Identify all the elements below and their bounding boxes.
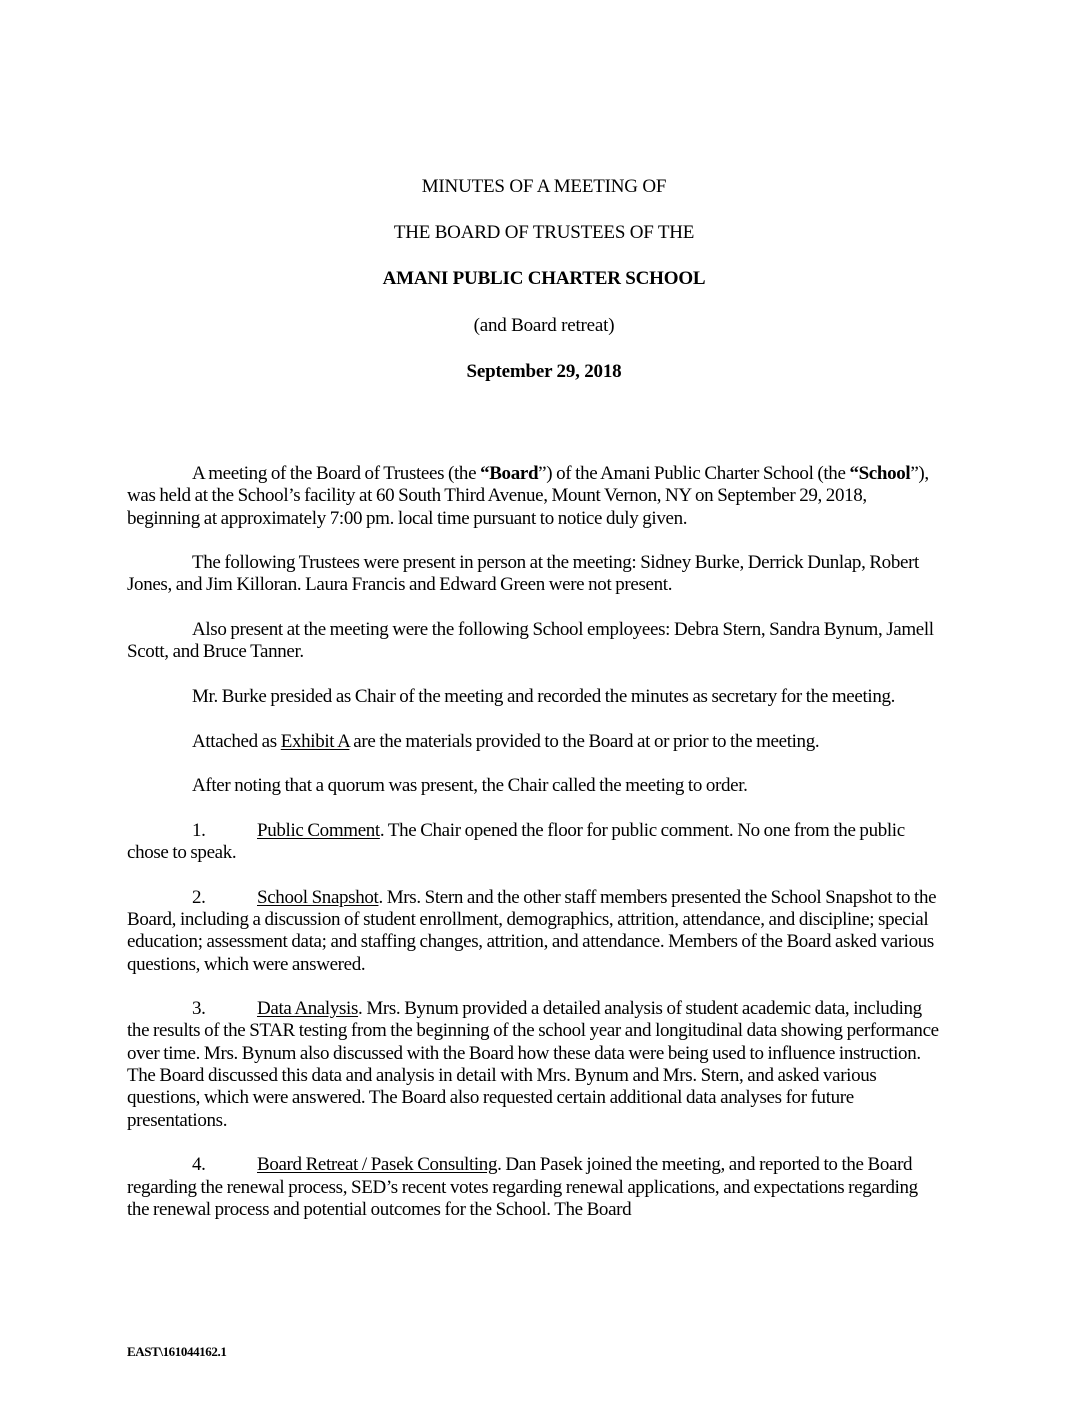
- agenda-item: [127, 887, 943, 976]
- item-number: 4.: [192, 1154, 206, 1176]
- defined-term-school: School: [858, 463, 911, 484]
- item-heading: School Snapshot: [257, 886, 379, 908]
- quorum-text: After noting that a quorum was present, the Chair called the meeting to order.: [192, 775, 748, 797]
- item-number: 1.: [192, 819, 206, 841]
- exhibit-a-reference: Exhibit A: [280, 730, 350, 752]
- trustees-present-paragraph: [127, 552, 943, 597]
- item-text: . Dan Pasek joined the meeting, and reported to the Board regarding the renewal process, SED’s recent votes regarding renewal applications, and expectations regarding the renewal process and potential outcomes for the School. The Board: [127, 1154, 918, 1220]
- chair-paragraph: [127, 686, 943, 708]
- quorum-paragraph: [127, 775, 943, 797]
- intro-text-c: ”), was held at the School’s facility at 60 South Third Avenue, Mount Vernon, NY on September 29, 2018, beginning at approximately 7:00 pm. local time pursuant to notice duly given.: [127, 463, 929, 529]
- exhibit-text-a: Attached as: [192, 730, 281, 752]
- intro-text-b: ”) of the Amani Public Charter School (the: [538, 463, 850, 484]
- school-name-title: AMANI PUBLIC CHARTER SCHOOL: [382, 268, 706, 289]
- trustees-present-text: The following Trustees were present in person at the meeting: Sidney Burke, Derrick Dunlap, Robert Jones, and Jim Killoran. Laura Francis and Edward Green were not present.: [127, 552, 919, 596]
- item-heading: Data Analysis: [257, 998, 359, 1020]
- document-id-footer: EAST\161044162.1: [127, 1344, 227, 1359]
- item-number: 3.: [192, 998, 206, 1020]
- agenda-item: [127, 1154, 943, 1221]
- item-text: . Mrs. Stern and the other staff members presented the School Snapshot to the Board, including a discussion of student enrollment, demographics, attrition, attendance, and discipline; special education; assessment data; and staffing changes, attrition, and attendance. Members of the Board asked various questions, which were answered.: [127, 886, 937, 975]
- title-subtitle: (and Board retreat): [473, 315, 615, 336]
- agenda-item: [127, 998, 943, 1132]
- item-heading: Public Comment: [257, 819, 380, 841]
- exhibit-paragraph: [127, 731, 943, 753]
- title-line-2: THE BOARD OF TRUSTEES OF THE: [393, 222, 695, 243]
- chair-text: Mr. Burke presided as Chair of the meeting and recorded the minutes as secretary for the meeting.: [192, 685, 896, 707]
- quote-open: “: [849, 463, 859, 484]
- agenda-item: [127, 820, 943, 865]
- item-heading: Board Retreat / Pasek Consulting: [257, 1154, 498, 1176]
- exhibit-text-b: are the materials provided to the Board at or prior to the meeting.: [349, 730, 820, 752]
- intro-text-a: A meeting of the Board of Trustees (the: [192, 463, 481, 484]
- item-text: . Mrs. Bynum provided a detailed analysis of student academic data, including the results of the STAR testing from the beginning of the school year and longitudinal data showing performance over time. Mrs. Bynum also discussed with the Board how these data were being used to influence instruction. The Board discussed this data and analysis in detail with Mrs. Bynum and Mrs. Stern, and asked various questions, which were answered. The Board also requested certain additional data analyses for future presentations.: [127, 998, 939, 1131]
- item-number: 2.: [192, 886, 206, 908]
- item-text: . The Chair opened the floor for public comment. No one from the public chose to speak.: [127, 819, 905, 864]
- quote-open: “: [480, 463, 490, 484]
- title-line-1: MINUTES OF A MEETING OF: [421, 176, 667, 197]
- minutes-body: [127, 463, 943, 1243]
- employees-present-text: Also present at the meeting were the following School employees: Debra Stern, Sandra Bynum, Jamell Scott, and Bruce Tanner.: [127, 619, 934, 663]
- meeting-date: September 29, 2018: [466, 361, 622, 382]
- intro-paragraph: [127, 463, 943, 530]
- defined-term-board: Board: [489, 463, 539, 484]
- employees-present-paragraph: [127, 619, 943, 664]
